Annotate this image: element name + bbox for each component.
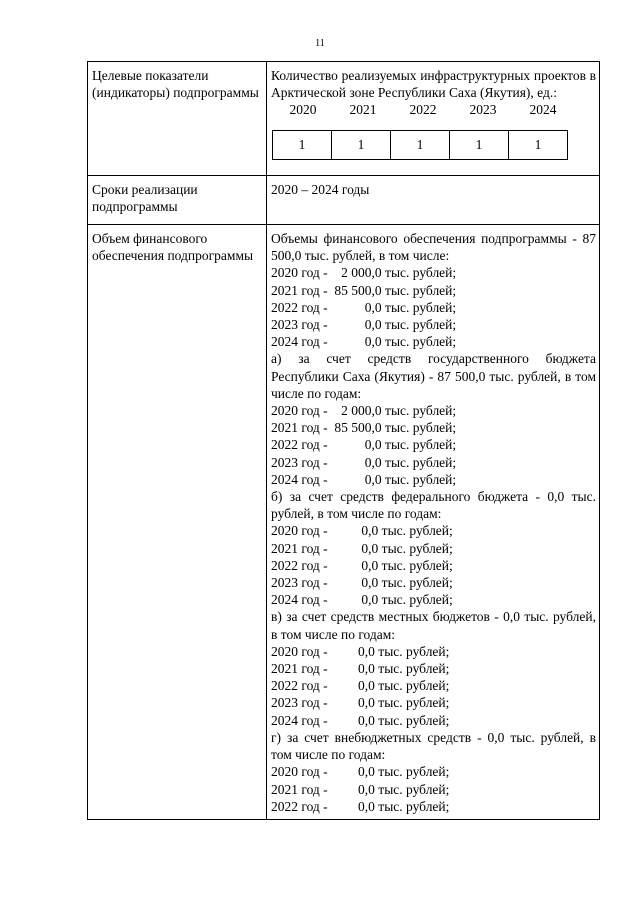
finance-federal-intro: б) за счет средств федерального бюджета - 0,0 тыс. рублей, в том числе по годам: [271,489,596,522]
finance-state-intro: а) за счет средств государственного бюджета Республики Саха (Якутия) - 87 500,0 тыс. рублей, в том числе по годам: [271,351,596,401]
finance-state-line: 2022 год - 0,0 тыс. рублей; [271,437,457,453]
finance-state-line: 2020 год - 2 000,0 тыс. рублей; [271,403,457,419]
finance-local-line: 2023 год - 0,0 тыс. рублей; [271,695,450,711]
finance-state-line: 2024 год - 0,0 тыс. рублей; [271,471,457,487]
finance-total-line: 2023 год - 0,0 тыс. рублей; [271,317,457,333]
finance-extra-line: 2021 год - 0,0 тыс. рублей; [271,781,450,797]
indicator-value: 1 [450,130,509,159]
finance-local-line: 2020 год - 0,0 тыс. рублей; [271,643,450,659]
finance-federal-line: 2021 год - 0,0 тыс. рублей; [271,540,453,556]
finance-total-line: 2020 год - 2 000,0 тыс. рублей; [271,265,457,281]
finance-state-line: 2021 год - 85 500,0 тыс. рублей; [271,420,457,436]
finance-local-line: 2022 год - 0,0 тыс. рублей; [271,678,450,694]
finance-federal-line: 2022 год - 0,0 тыс. рублей; [271,557,453,573]
finance-label: Объем финансового обеспечения подпрограммы [88,225,267,820]
finance-federal-line: 2024 год - 0,0 тыс. рублей; [271,592,453,608]
indicators-label: Целевые показатели (индикаторы) подпрограммы [88,62,267,176]
finance-extra-intro: г) за счет внебюджетных средств - 0,0 тыс. рублей, в том числе по годам: [271,729,596,763]
terms-label: Сроки реализации подпрограммы [88,176,267,225]
finance-row [88,225,600,820]
page-number: 11 [315,38,325,49]
finance-local-intro: в) за счет средств местных бюджетов - 0,0 тыс. рублей, в том числе по годам: [271,609,596,642]
finance-intro: Объемы финансового обеспечения подпрограммы - 87 500,0 тыс. рублей, в том числе: [271,231,596,264]
finance-extra-line: 2020 год - 0,0 тыс. рублей; [271,764,450,780]
indicators-content [267,62,600,176]
indicator-value: 1 [273,130,332,159]
year-label: 2021 [349,102,377,118]
terms-row [88,176,600,225]
year-label: 2023 [469,102,497,118]
indicator-value: 1 [509,130,568,159]
finance-content [267,225,600,820]
finance-extra-line: 2022 год - 0,0 тыс. рублей; [271,798,450,814]
subprogram-passport-table [87,61,600,820]
terms-text: 2020 – 2024 годы [267,176,600,225]
year-label: 2022 [409,102,437,118]
indicators-row [88,62,600,176]
year-label: 2020 [289,102,317,118]
finance-local-line: 2021 год - 0,0 тыс. рублей; [271,661,450,677]
indicators-years [273,101,596,118]
finance-local-line: 2024 год - 0,0 тыс. рублей; [271,712,450,728]
indicator-value: 1 [332,130,391,159]
finance-total-line: 2021 год - 85 500,0 тыс. рублей; [271,282,457,298]
finance-state-line: 2023 год - 0,0 тыс. рублей; [271,454,457,470]
finance-federal-line: 2020 год - 0,0 тыс. рублей; [271,523,453,539]
finance-total-line: 2022 год - 0,0 тыс. рублей; [271,299,457,315]
indicators-values-table [272,130,568,160]
finance-total-line: 2024 год - 0,0 тыс. рублей; [271,334,457,350]
indicators-text: Количество реализуемых инфраструктурных проектов в Арктической зоне Республики Саха (Якутия), ед.: [271,68,596,101]
indicator-value: 1 [391,130,450,159]
year-label: 2024 [529,102,557,118]
finance-federal-line: 2023 год - 0,0 тыс. рублей; [271,575,453,591]
